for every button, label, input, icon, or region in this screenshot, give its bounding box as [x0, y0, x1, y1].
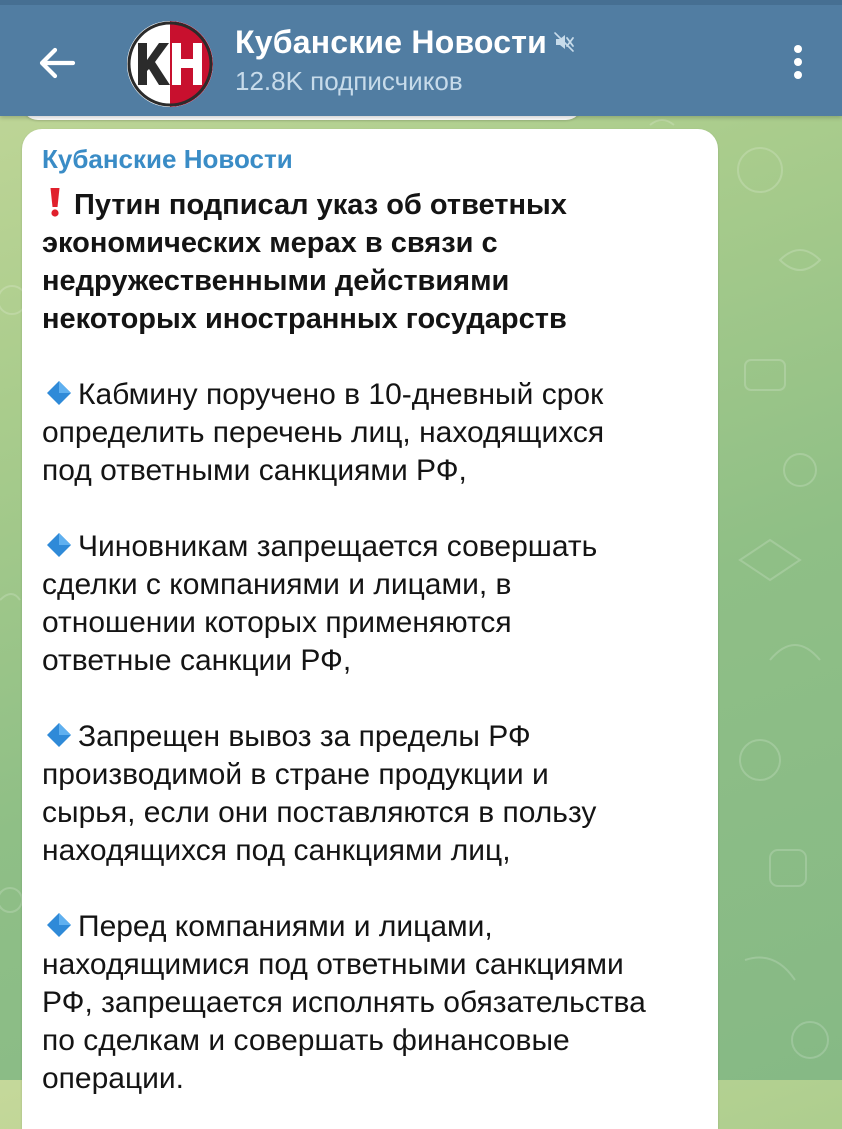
bullet-line	[42, 376, 698, 414]
bullet-text: Запрещен вывоз за пределы РФ	[78, 720, 531, 753]
bullet-line: сделки с компаниями и лицами, в	[42, 568, 512, 601]
sender-name[interactable]: Кубанские Новости	[42, 144, 293, 174]
channel-logo	[127, 21, 213, 107]
headline-text: Путин подписал указ об ответных	[74, 189, 567, 221]
more-options-button[interactable]	[770, 34, 826, 90]
message-headline	[42, 186, 698, 338]
blue-diamond-icon	[44, 530, 74, 560]
channel-avatar[interactable]	[127, 21, 213, 107]
bullet-line: РФ, запрещается исполнять обязательства	[42, 986, 646, 1019]
blue-diamond-icon	[44, 720, 74, 750]
bullet-line: производимой в стране продукции и	[42, 758, 549, 791]
channel-title: Кубанские Новости	[235, 24, 547, 60]
blue-diamond-icon	[44, 378, 74, 408]
status-bar-edge	[0, 0, 842, 5]
more-vertical-icon	[792, 44, 804, 80]
headline-line: некоторых иностранных государств	[42, 303, 567, 335]
bullet-paragraph	[42, 376, 698, 490]
bullet-line: по сделкам и совершать финансовые	[42, 1024, 570, 1057]
headline-line	[42, 186, 698, 224]
channel-info[interactable]	[235, 22, 715, 97]
bullet-paragraph	[42, 718, 698, 870]
bullet-line: находящихся под санкциями лиц,	[42, 834, 511, 867]
bullet-line: определить перечень лиц, находящихся	[42, 416, 605, 449]
bullet-text: Чиновникам запрещается совершать	[78, 530, 598, 563]
muted-speaker-icon	[553, 31, 575, 53]
bullet-line: сырья, если они поставляются в пользу	[42, 796, 597, 829]
bullet-line: ответные санкции РФ,	[42, 644, 352, 677]
message-bubble[interactable]	[22, 129, 718, 1129]
chat-header	[0, 0, 842, 116]
bullet-line	[42, 718, 698, 756]
headline-line: недружественными действиями	[42, 265, 510, 297]
bullet-line: находящимися под ответными санкциями	[42, 948, 624, 981]
bullet-line	[42, 908, 698, 946]
subscriber-count: 12.8K подписчиков	[235, 66, 463, 96]
bullet-line: под ответными санкциями РФ,	[42, 454, 467, 487]
bullet-paragraph	[42, 528, 698, 680]
blue-diamond-icon	[44, 910, 74, 940]
bullet-line: операции.	[42, 1062, 185, 1095]
back-button[interactable]	[22, 30, 92, 96]
message-text	[42, 186, 698, 1098]
arrow-left-icon	[37, 45, 77, 81]
red-exclamation-icon	[48, 187, 62, 217]
bullet-text: Перед компаниями и лицами,	[78, 910, 493, 943]
bullet-line: отношении которых применяются	[42, 606, 512, 639]
headline-line: экономических мерах в связи с	[42, 227, 498, 259]
bullet-text: Кабмину поручено в 10-дневный срок	[78, 378, 604, 411]
bullet-line	[42, 528, 698, 566]
bullet-paragraph	[42, 908, 698, 1098]
